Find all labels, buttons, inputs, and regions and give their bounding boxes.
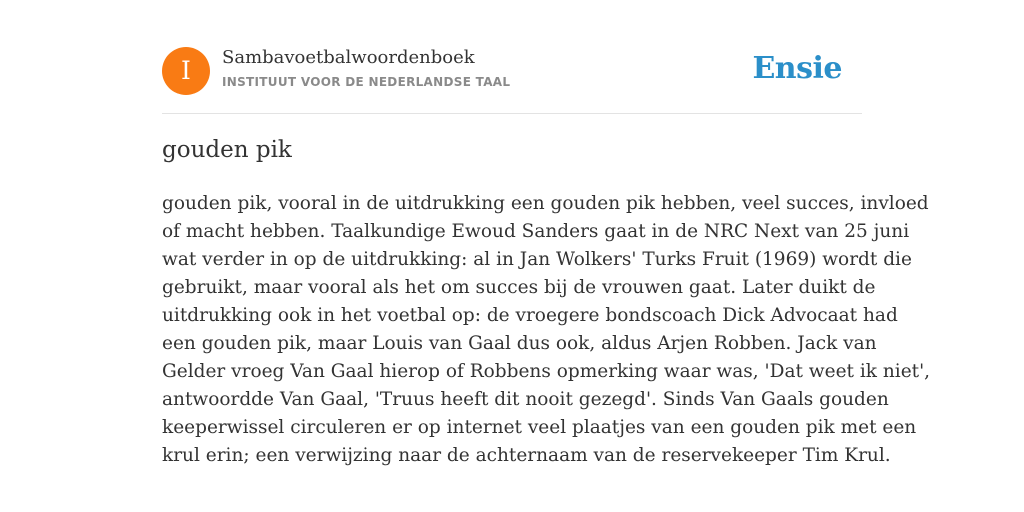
definition-line: krul erin; een verwijzing naar de achternaam van de reservekeeper Tim Krul. [162,445,891,466]
definition-line: antwoordde Van Gaal, 'Truus heeft dit nooit gezegd'. Sinds Van Gaals gouden [162,389,889,410]
header-divider [162,113,862,114]
entry-headword: gouden pik [162,137,292,163]
definition-line: uitdrukking ook in het voetbal op: de vroegere bondscoach Dick Advocaat had [162,305,898,326]
dictionary-source: INSTITUUT VOOR DE NEDERLANDSE TAAL [222,75,511,89]
entry-definition [162,190,931,470]
definition-line: of macht hebben. Taalkundige Ewoud Sanders gaat in de NRC Next van 25 juni [162,221,910,242]
ensie-logo[interactable]: Ensie [752,51,842,86]
definition-line: een gouden pik, maar Louis van Gaal dus ook, aldus Arjen Robben. Jack van [162,333,877,354]
definition-line: Gelder vroeg Van Gaal hierop of Robbens opmerking waar was, 'Dat weet ik niet', [162,361,931,382]
dictionary-avatar: I [162,47,210,95]
definition-line: wat verder in op de uitdrukking: al in Jan Wolkers' Turks Fruit (1969) wordt die [162,249,912,270]
dictionary-title[interactable]: Sambavoetbalwoordenboek [222,47,475,68]
card-header [162,46,862,96]
definition-line: keeperwissel circuleren er op internet veel plaatjes van een gouden pik met een [162,417,917,438]
definition-line: gebruikt, maar vooral als het om succes bij de vrouwen gaat. Later duikt de [162,277,876,298]
definition-line: gouden pik, vooral in de uitdrukking een gouden pik hebben, veel succes, invloed [162,193,929,214]
